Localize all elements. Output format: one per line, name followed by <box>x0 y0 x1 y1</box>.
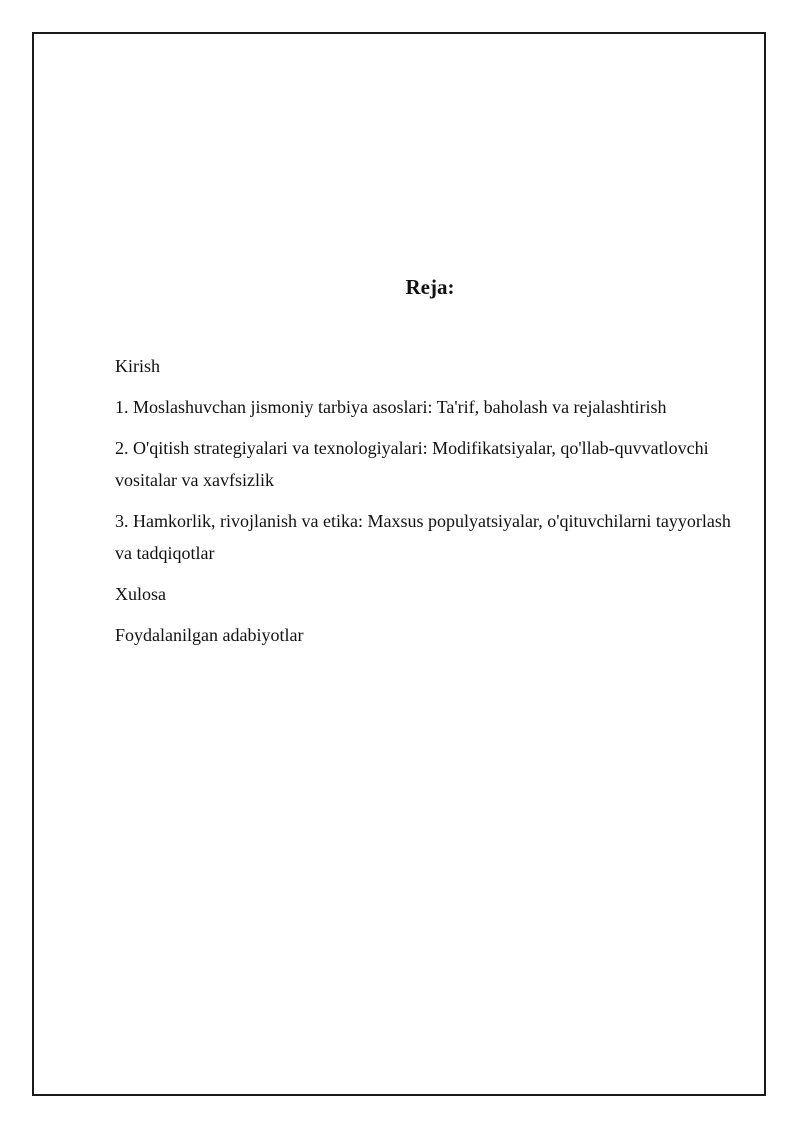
toc-item-references: Foydalanilgan adabiyotlar <box>115 625 304 645</box>
toc-item-chapter-1: 1. Moslashuvchan jismoniy tarbiya asoslari: Ta'rif, baholash va rejalashtirish <box>115 397 667 417</box>
toc-item-introduction: Kirish <box>115 356 160 376</box>
toc-item-chapter-2: 2. O'qitish strategiyalari va texnologiyalari: Modifikatsiyalar, qo'llab-quvvatlovchi vositalar va xavfsizlik <box>115 438 709 490</box>
toc-item-chapter-3: 3. Hamkorlik, rivojlanish va etika: Maxsus populyatsiyalar, o'qituvchilarni tayyorlash va tadqiqotlar <box>115 511 731 563</box>
table-of-contents <box>115 350 745 660</box>
toc-item-conclusion: Xulosa <box>115 584 166 604</box>
page-title: Reja: <box>405 275 455 299</box>
